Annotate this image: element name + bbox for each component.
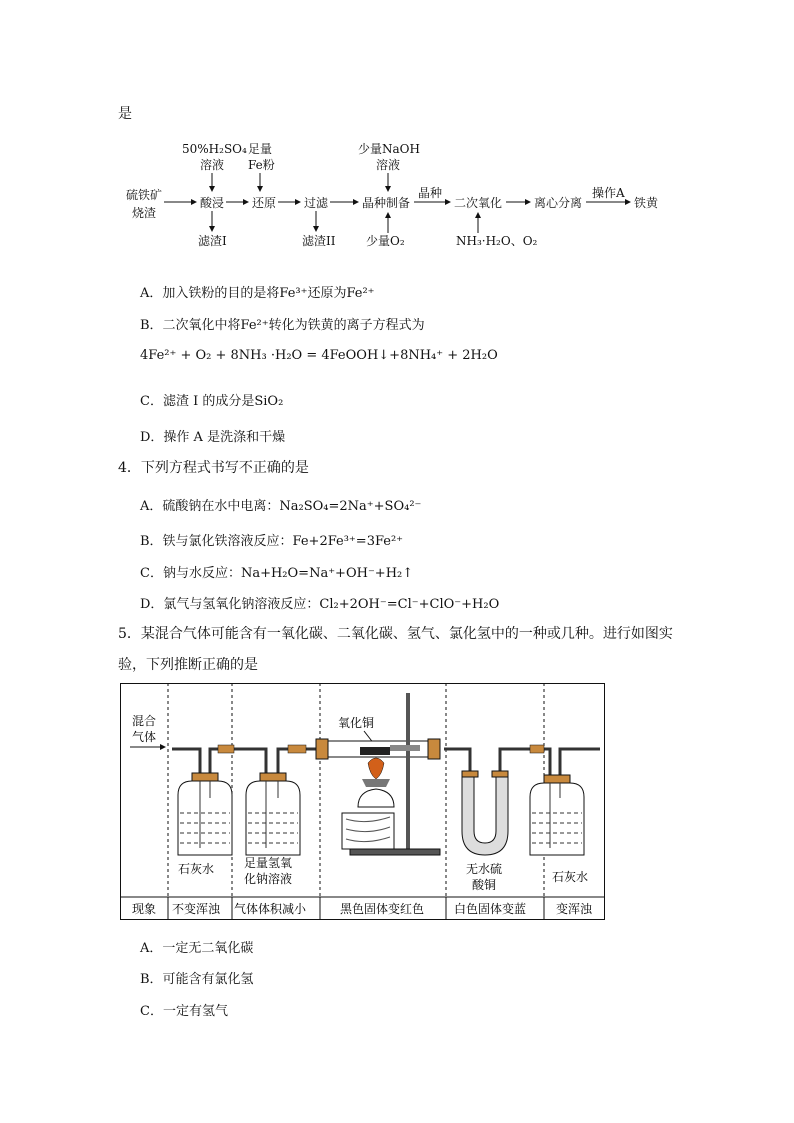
diagram-gas-label-1: 混合 [132, 714, 157, 728]
q3-option-a: A．加入铁粉的目的是将Fe³⁺还原为Fe²⁺ [140, 286, 375, 301]
q5-option-b: B．可能含有氯化氢 [140, 972, 254, 987]
flow-residue-2: 滤渣II [302, 234, 336, 248]
flow-step-seed: 晶种制备 [362, 196, 411, 210]
diagram-cuso4-label-2: 酸铜 [472, 878, 497, 892]
process-flowchart [120, 135, 680, 253]
row-obs-4: 白色固体变蓝 [454, 902, 527, 916]
diagram-cuso4-label-1: 无水硫 [466, 862, 503, 876]
row-obs-5: 变浑浊 [556, 902, 593, 916]
flow-step-separate: 离心分离 [534, 196, 583, 210]
flow-nh3-o2: NH₃·H₂O、O₂ [456, 234, 538, 248]
q5-option-a: A．一定无二氧化碳 [140, 941, 254, 956]
flow-step-reduce: 还原 [252, 196, 277, 210]
q5-stem-line1: 5．某混合气体可能含有一氧化碳、二氧化碳、氢气、氯化氢中的一种或几种。进行如图实 [118, 626, 673, 642]
q4-option-d: D．氯气与氢氧化钠溶液反应：Cl₂+2OH⁻=Cl⁻+ClO⁻+H₂O [140, 597, 500, 612]
diagram-gas-label-2: 气体 [132, 730, 157, 744]
bottle-lime-water-1 [178, 773, 232, 855]
q5-stem-line2: 验，下列推断正确的是 [118, 657, 258, 673]
flow-naoh-label-2: 溶液 [376, 158, 401, 172]
bottle-naoh [246, 773, 300, 855]
flow-fe-label-1: 足量 [248, 142, 273, 156]
row-obs-1: 不变浑浊 [172, 902, 221, 916]
flow-residue-1: 滤渣I [198, 234, 227, 248]
flow-product: 铁黄 [634, 196, 659, 210]
flow-naoh-label-1: 少量NaOH [358, 142, 420, 156]
q3-option-c: C．滤渣 I 的成分是SiO₂ [140, 394, 284, 409]
intro-text: 是 [118, 106, 132, 122]
u-tube-cuso4 [462, 771, 508, 855]
flow-raw-2: 烧渣 [132, 206, 157, 220]
row-header: 现象 [132, 902, 157, 916]
q4-option-b: B．铁与氯化铁溶液反应：Fe+2Fe³⁺=3Fe²⁺ [140, 534, 404, 549]
flow-step-acid: 酸浸 [200, 196, 225, 210]
q3-option-b: B．二次氧化中将Fe²⁺转化为铁黄的离子方程式为 [140, 318, 425, 333]
flow-opA-label: 操作A [592, 186, 625, 200]
diagram-lime-water-2: 石灰水 [552, 870, 589, 884]
flow-fe-label-2: Fe粉 [248, 158, 275, 172]
flow-acid-label-1: 50%H₂SO₄ [182, 142, 247, 156]
q3-option-d: D．操作 A 是洗涤和干燥 [140, 430, 286, 445]
flow-raw-1: 硫铁矿 [126, 188, 163, 202]
apparatus-diagram [120, 683, 606, 921]
q4-option-c: C．钠与水反应：Na+H₂O=Na⁺+OH⁻+H₂↑ [140, 566, 414, 581]
flow-seed-label: 晶种 [418, 186, 443, 200]
bottle-lime-water-2 [530, 775, 584, 855]
diagram-lime-water-1: 石灰水 [178, 862, 215, 876]
diagram-cuo-label: 氧化铜 [338, 716, 375, 730]
flow-acid-label-2: 溶液 [200, 158, 225, 172]
cuo-combustion-tube [316, 739, 440, 759]
q3-option-b-equation: 4Fe²⁺ + O₂ + 8NH₃ ·H₂O = 4FeOOH↓+8NH₄⁺ + 2H₂O [140, 348, 498, 363]
flow-step-oxidize: 二次氧化 [454, 196, 503, 210]
q4-option-a: A．硫酸钠在水中电离：Na₂SO₄=2Na⁺+SO₄²⁻ [140, 499, 422, 514]
q4-stem: 4．下列方程式书写不正确的是 [118, 460, 309, 476]
flow-step-filter: 过滤 [304, 196, 329, 210]
diagram-naoh-label-2: 化钠溶液 [244, 872, 293, 886]
row-obs-3: 黑色固体变红色 [340, 902, 425, 916]
q5-option-c: C．一定有氢气 [140, 1004, 228, 1019]
flow-o2-small: 少量O₂ [366, 234, 405, 248]
row-obs-2: 气体体积减小 [234, 902, 307, 916]
diagram-naoh-label-1: 足量氢氧 [244, 856, 293, 870]
